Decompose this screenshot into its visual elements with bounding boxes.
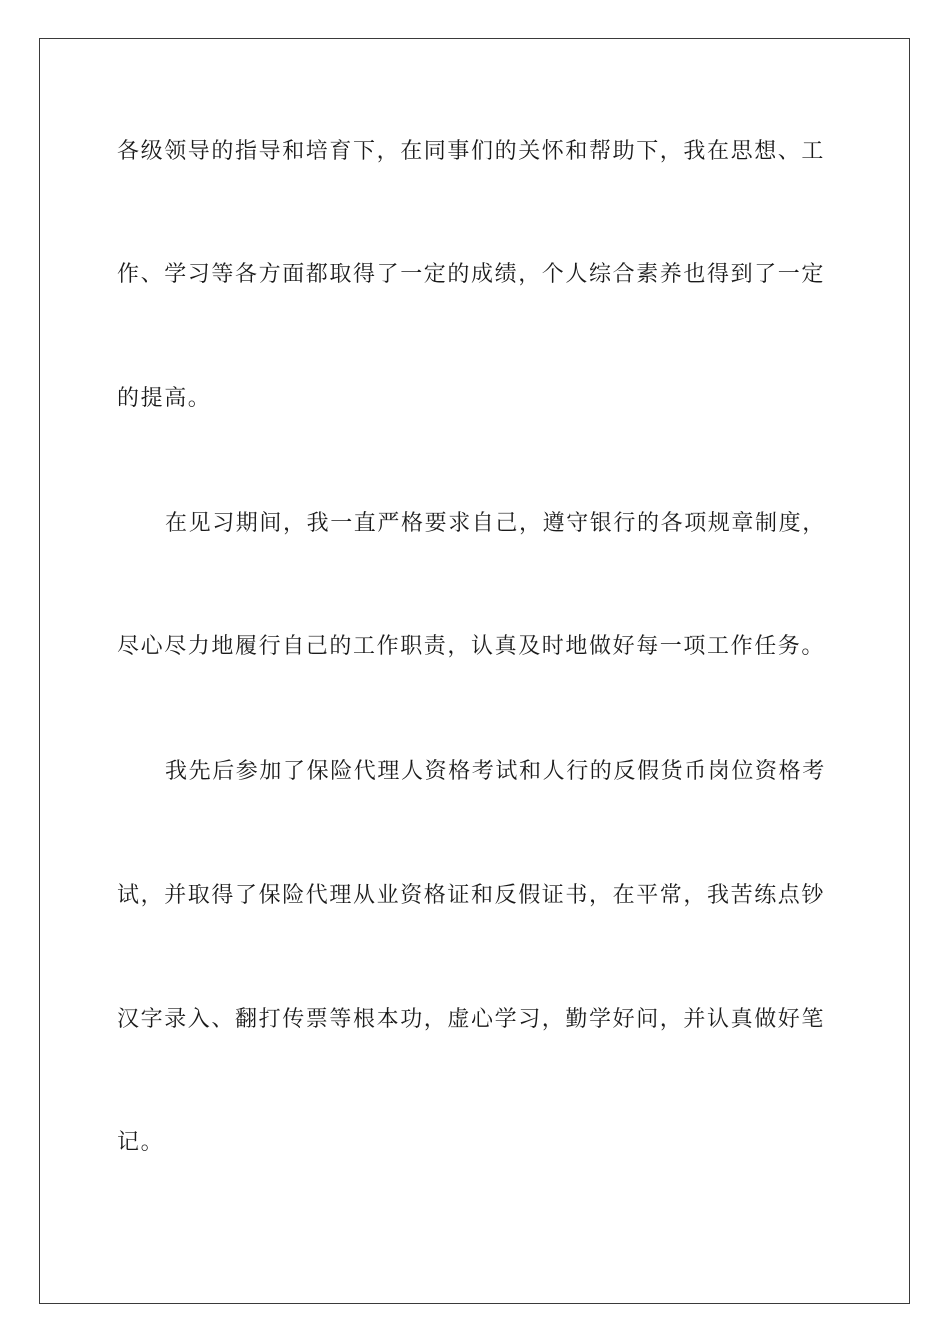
text-line-7: 试，并取得了保险代理从业资格证和反假证书，在平常，我苦练点钞	[117, 883, 826, 908]
text-line-3: 的提高。	[117, 386, 212, 411]
text-line-9: 记。	[117, 1130, 165, 1155]
text-line-5: 尽心尽力地履行自己的工作职责，认真及时地做好每一项工作任务。	[117, 634, 826, 659]
text-line-1: 各级领导的指导和培育下，在同事们的关怀和帮助下，我在思想、工	[117, 139, 826, 164]
text-line-2: 作、学习等各方面都取得了一定的成绩，个人综合素养也得到了一定	[117, 262, 826, 287]
text-line-8: 汉字录入、翻打传票等根本功，虚心学习，勤学好问，并认真做好笔	[117, 1007, 826, 1032]
text-line-6: 我先后参加了保险代理人资格考试和人行的反假货币岗位资格考	[165, 759, 826, 784]
page-border	[39, 38, 910, 1304]
text-line-4: 在见习期间，我一直严格要求自己，遵守银行的各项规章制度，	[165, 511, 826, 536]
